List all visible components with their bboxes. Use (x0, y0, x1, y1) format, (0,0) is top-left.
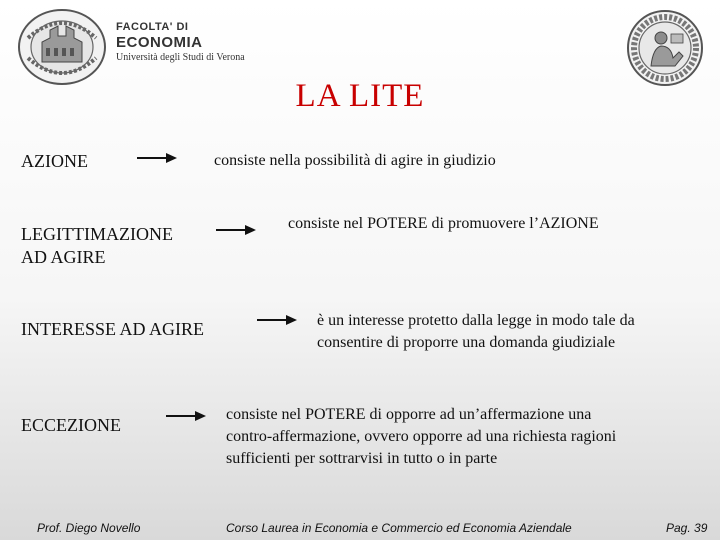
term-legittimazione: LEGITTIMAZIONE AD AGIRE (21, 224, 173, 267)
footer-author: Prof. Diego Novello (37, 521, 141, 535)
arrow-icon (256, 312, 298, 328)
term-azione: AZIONE (21, 151, 88, 171)
description-legittimazione: consiste nel POTERE di promuovere l’AZIONE (288, 215, 599, 232)
faculty-label: FACOLTA' DI (116, 21, 189, 33)
arrow-icon (136, 150, 178, 166)
description-eccezione: consiste nel POTERE di opporre ad un’affermazione una contro-affermazione, ovvero opporre ad una richiesta ragioni sufficienti per sottrarvisi in tutto o in parte (226, 406, 617, 467)
arrow-icon (215, 222, 257, 238)
page-number: Pag. 39 (666, 521, 708, 535)
university-seal-logo (625, 8, 705, 88)
arrow-icon (165, 408, 207, 424)
term-eccezione: ECCEZIONE (21, 415, 121, 435)
slide-title: LA LITE (295, 78, 425, 114)
description-interesse: è un interesse protetto dalla legge in modo tale da consentire di proporre una domanda giudiziale (317, 312, 635, 351)
footer-course: Corso Laurea in Economia e Commercio ed Economia Aziendale (226, 521, 572, 535)
faculty-seal-logo (16, 8, 108, 86)
faculty-name: ECONOMIA (116, 34, 203, 51)
term-interesse: INTERESSE AD AGIRE (21, 319, 205, 339)
university-name: Università degli Studi di Verona (116, 52, 245, 63)
description-azione: consiste nella possibilità di agire in giudizio (214, 152, 496, 169)
